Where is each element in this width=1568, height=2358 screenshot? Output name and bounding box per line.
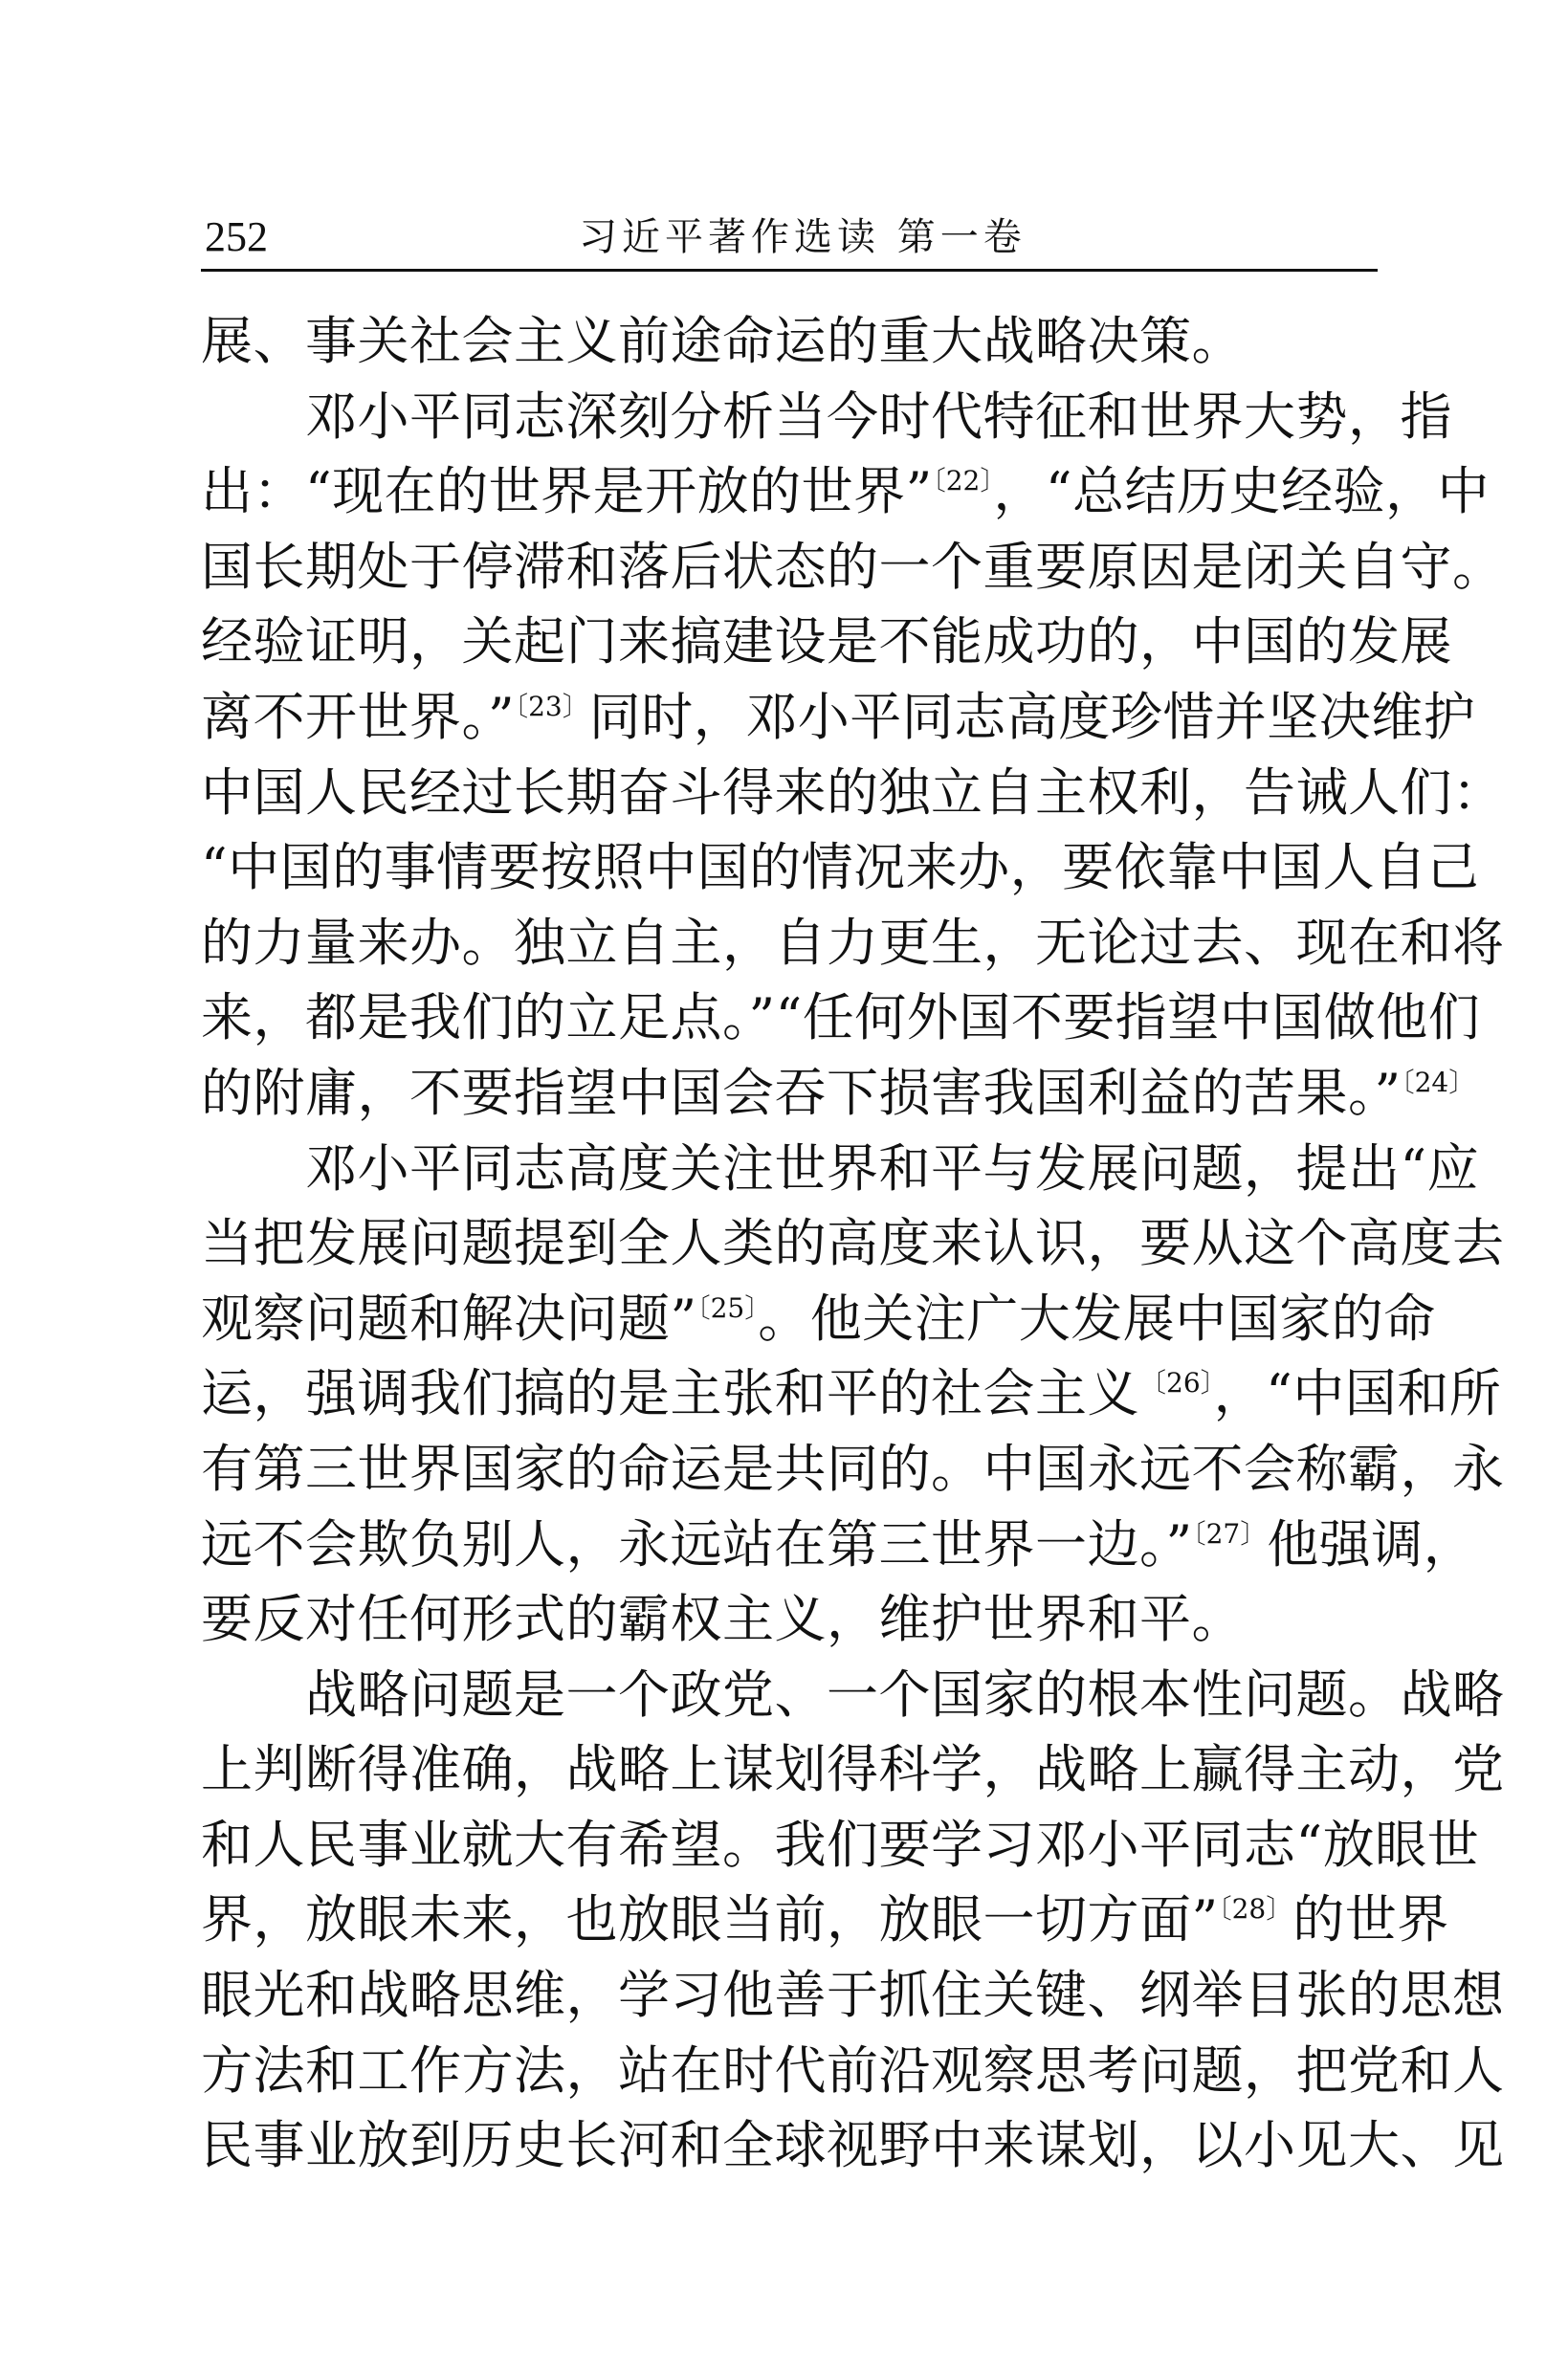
line-text: 。他关注广大发展中国家的命 (758, 1288, 1436, 1349)
text-line (201, 304, 1383, 380)
text-line (201, 756, 1505, 831)
line-text: 和人民事业就大有希望。我们要学习邓小平同志“放眼世 (201, 1814, 1480, 1875)
page-number: 252 (205, 213, 268, 260)
line-text: 有第三世界国家的命运是共同的。中国永远不会称霸，永 (201, 1438, 1505, 1499)
footnote-marker: 〔23〕 (515, 690, 589, 722)
text-line (201, 1508, 1476, 1583)
line-text: ，“中国和所 (1213, 1363, 1502, 1424)
line-text: 运，强调我们搞的是主张和平的社会主义 (201, 1363, 1139, 1424)
text-line (201, 1958, 1505, 2034)
text-line (201, 1132, 1480, 1207)
line-text: 远不会欺负别人，永远站在第三世界一边。” (201, 1513, 1193, 1575)
running-title: 习近平著作选读 第一卷 (579, 215, 1027, 259)
footnote-marker: 〔26〕 (1139, 1367, 1214, 1399)
line-text: 眼光和战略思维，学习他善于抓住关键、纲举目张的思想 (201, 1965, 1505, 2026)
text-line (201, 1883, 1449, 1958)
text-line (201, 830, 1480, 906)
line-text: ，“总结历史经验，中 (993, 461, 1490, 522)
line-text: 离不开世界。” (201, 686, 516, 747)
line-text: 出：“现在的世界是开放的世界” (201, 461, 933, 522)
text-line (201, 454, 1490, 530)
line-text: “中国的事情要按照中国的情况来办，要依靠中国人自己 (201, 837, 1480, 898)
footnote-marker: 〔25〕 (696, 1291, 759, 1324)
text-line (201, 1282, 1436, 1357)
line-text: 他强调， (1267, 1513, 1476, 1575)
text-line (201, 530, 1505, 606)
line-text: 国长期处于停滞和落后状态的一个重要原因是闭关自守。 (201, 536, 1505, 597)
line-text: 战略问题是一个政党、一个国家的根本性问题。战略 (201, 1664, 1505, 1725)
line-text: 邓小平同志高度关注世界和平与发展问题，提出“应 (201, 1137, 1480, 1199)
line-text: 观察问题和解决问题” (201, 1288, 697, 1349)
line-text: 当把发展问题提到全人类的高度来认识，要从这个高度去 (201, 1213, 1505, 1274)
text-line (201, 1206, 1505, 1282)
text-line (201, 1808, 1480, 1884)
text-line (201, 1356, 1502, 1432)
line-text: 经验证明，关起门来搞建设是不能成功的，中国的发展 (201, 611, 1452, 672)
line-text: 要反对任何形式的霸权主义，维护世界和平。 (201, 1589, 1244, 1650)
line-text: 界，放眼未来，也放眼当前，放眼一切方面” (201, 1889, 1219, 1950)
line-text: 展、事关社会主义前途命运的重大战略决策。 (201, 311, 1244, 371)
text-line (201, 981, 1481, 1056)
header-rule (201, 269, 1378, 272)
body-text (201, 304, 1505, 2184)
text-line (201, 380, 1452, 455)
text-line (201, 680, 1476, 756)
line-text: 的附庸，不要指望中国会吞下损害我国利益的苦果。” (201, 1062, 1402, 1123)
text-line (201, 906, 1505, 981)
footnote-marker: 〔24〕 (1401, 1066, 1476, 1098)
footnote-marker: 〔28〕 (1218, 1893, 1293, 1926)
text-line (201, 2108, 1505, 2184)
footnote-marker: 〔22〕 (932, 465, 994, 497)
text-line (201, 1056, 1476, 1132)
text-line (201, 1732, 1505, 1808)
line-text: 上判断得准确，战略上谋划得科学，战略上赢得主动，党 (201, 1739, 1505, 1800)
text-line (201, 2034, 1505, 2109)
text-line (201, 605, 1452, 680)
line-text: 邓小平同志深刻分析当今时代特征和世界大势，指 (201, 386, 1452, 447)
line-text: 中国人民经过长期奋斗得来的独立自主权利，告诫人们： (201, 761, 1505, 823)
text-line (201, 1582, 1383, 1658)
text-line (201, 1658, 1505, 1733)
line-text: 方法和工作方法，站在时代前沿观察思考问题，把党和人 (201, 2039, 1505, 2101)
line-text: 同时，邓小平同志高度珍惜并坚决维护 (588, 686, 1476, 747)
footnote-marker: 〔27〕 (1192, 1517, 1268, 1550)
line-text: 民事业放到历史长河和全球视野中来谋划，以小见大、见 (201, 2115, 1505, 2176)
page-header (201, 209, 1378, 268)
line-text: 的力量来办。独立自主，自力更生，无论过去、现在和将 (201, 912, 1505, 973)
line-text: 来，都是我们的立足点。”“任何外国不要指望中国做他们 (201, 987, 1481, 1048)
line-text: 的世界 (1292, 1889, 1449, 1950)
text-line (201, 1432, 1505, 1508)
